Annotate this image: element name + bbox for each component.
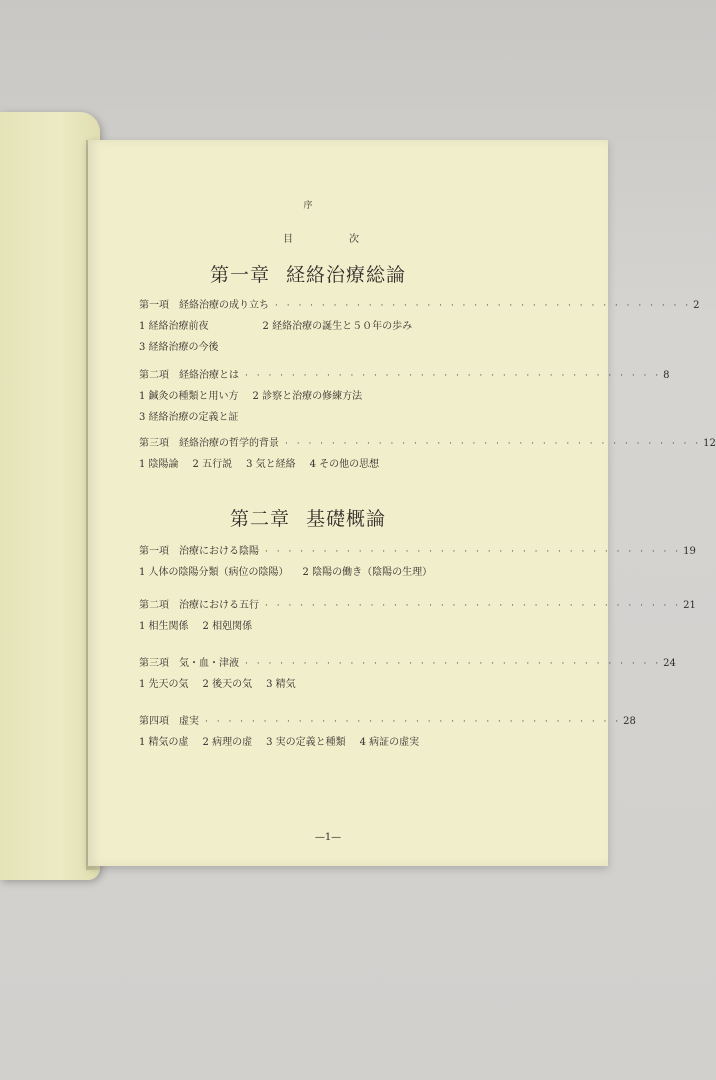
page-number: 19 [683,546,696,557]
section-title: 第一項 経絡治療の成り立ち [139,300,269,311]
toc-label: 目 次 [283,234,365,245]
toc-entry: 第一項 経絡治療の成り立ち · · · · · · · · · · · · · · · · · · · · · · · · · · · · · · · · · · · · 2 1 経絡治療前夜 2 経絡治療の誕生と５０年の歩み 3 経絡治療の今後 [139,296,499,353]
toc-page [88,140,716,866]
leader-dots: · · · · · · · · · · · · · · · · · · · · · · · · · · · · · · · · · · · · [265,547,682,557]
page-folio: —1— [314,832,342,843]
leader-dots: · · · · · · · · · · · · · · · · · · · · · · · · · · · · · · · · · · · · [275,301,692,311]
page-number: 2 [693,300,700,311]
leader-dots: · · · · · · · · · · · · · · · · · · · · · · · · · · · · · · · · · · · · [245,371,662,381]
page-number: 8 [663,370,670,381]
section-title: 第二項 治療における五行 [139,600,259,611]
toc-entry: 第二項 経絡治療とは · · · · · · · · · · · · · · · · · · · · · · · · · · · · · · · · · · · · 8 1 鍼灸の種類と用い方 2 診察と治療の修練方法 3 経絡治療の定義と証 [139,366,499,423]
section-title: 第三項 気・血・津液 [139,658,239,669]
toc-entry: 第四項 虚実 · · · · · · · · · · · · · · · · · · · · · · · · · · · · · · · · · · · · 28 1 精気の虚 2 病理の虚 3 実の定義と種類 4 病証の虚実 [139,712,499,748]
toc-entry: 第一項 治療における陰陽 · · · · · · · · · · · · · · · · · · · · · · · · · · · · · · · · · · · · 19 1 人体の陰陽分類（病位の陰陽） 2 陰陽の働き（陰陽の生理） [139,542,499,578]
leader-dots: · · · · · · · · · · · · · · · · · · · · · · · · · · · · · · · · · · · · [285,439,702,449]
leader-dots: · · · · · · · · · · · · · · · · · · · · · · · · · · · · · · · · · · · · [245,659,662,669]
toc-entry: 第三項 気・血・津液 · · · · · · · · · · · · · · · · · · · · · · · · · · · · · · · · · · · · 24 1 先天の気 2 後天の気 3 精気 [139,654,499,690]
toc-entry: 第三項 経絡治療の哲学的背景 · · · · · · · · · · · · · · · · · · · · · · · · · · · · · · · · · · · · 12 1 陰陽論 2 五行説 3 気と経絡 4 その他の思想 [139,434,499,470]
section-title: 第四項 虚実 [139,716,199,727]
facing-page-edge [0,112,100,880]
chapter-2-title: 第二章 基礎概論 [229,508,387,530]
leader-dots: · · · · · · · · · · · · · · · · · · · · · · · · · · · · · · · · · · · · [205,717,622,727]
page-number: 24 [663,658,676,669]
section-title: 第一項 治療における陰陽 [139,546,259,557]
page-number: 28 [623,716,636,727]
page-number: 12 [703,438,716,449]
toc-entry: 第二項 治療における五行 · · · · · · · · · · · · · · · · · · · · · · · · · · · · · · · · · · · · 21 1 相生関係 2 相剋関係 [139,596,499,632]
chapter-1-title: 第一章 経絡治療総論 [209,264,407,286]
section-title: 第二項 経絡治療とは [139,370,239,381]
section-title: 第三項 経絡治療の哲学的背景 [139,438,279,449]
page-number: 21 [683,600,696,611]
leader-dots: · · · · · · · · · · · · · · · · · · · · · · · · · · · · · · · · · · · · [265,601,682,611]
header-mark: 序 [303,201,313,211]
